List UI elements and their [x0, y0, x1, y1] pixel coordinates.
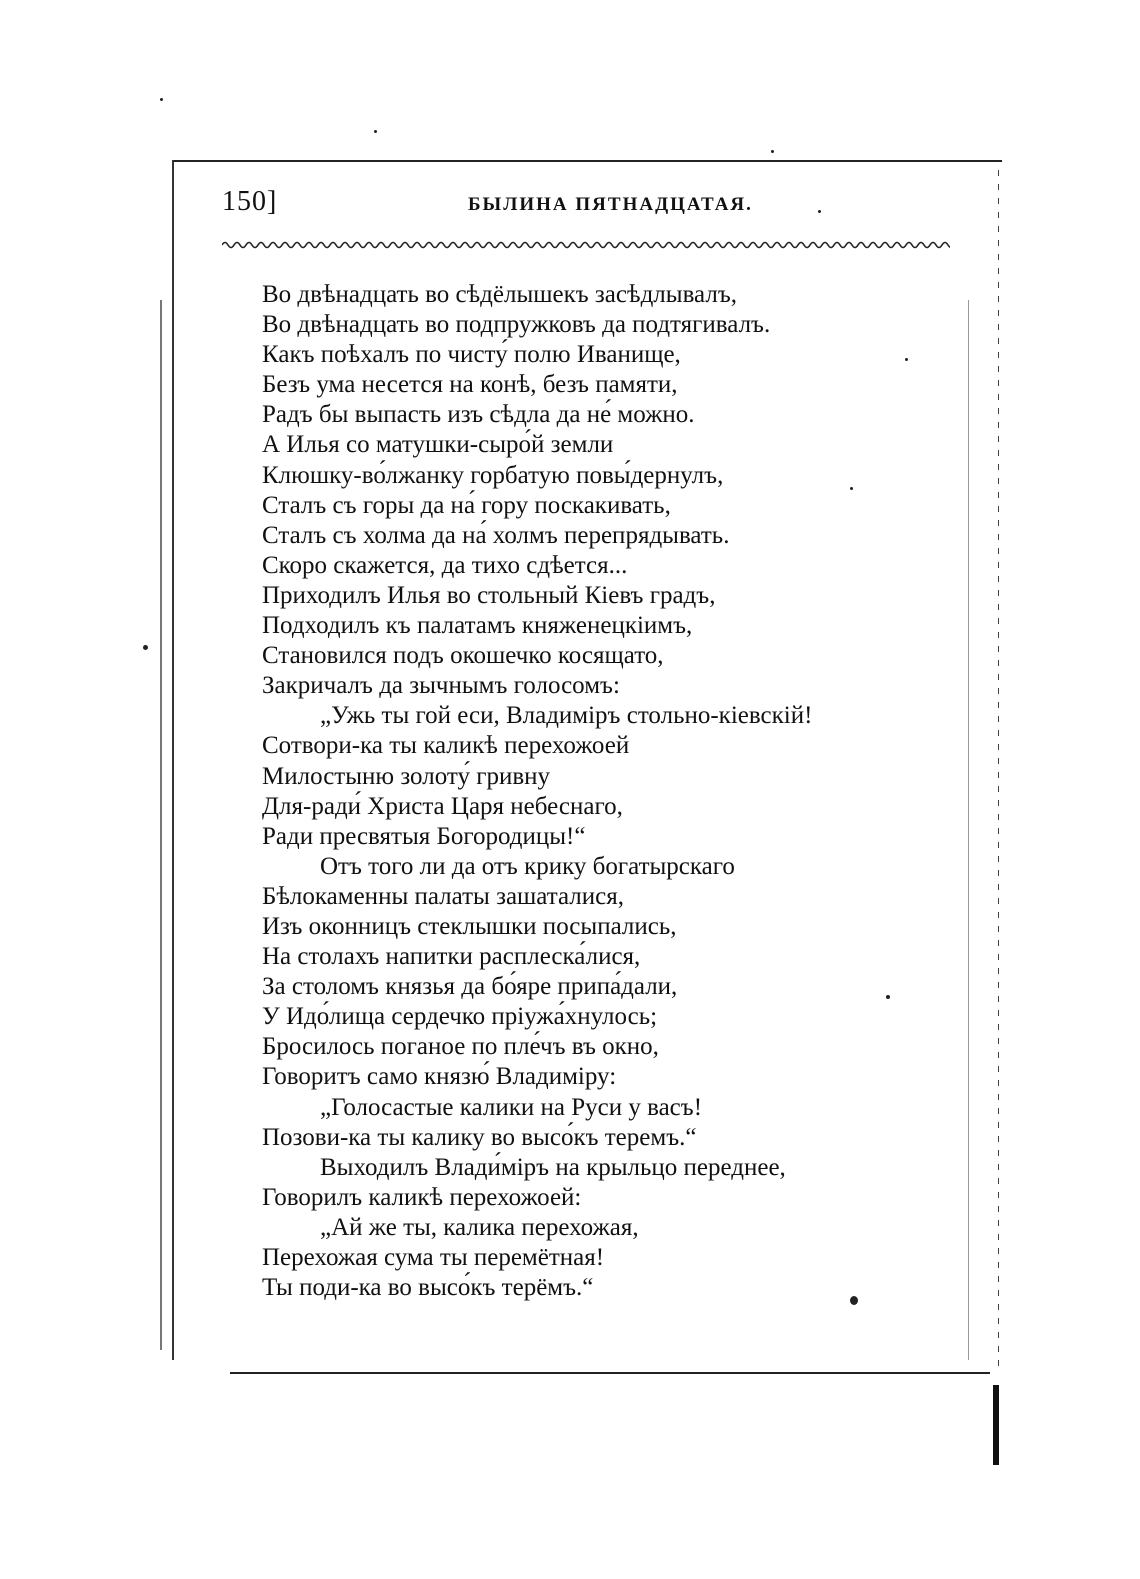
verse-line: Отъ того ли да отъ крику богатырскаго	[320, 852, 735, 880]
ink-speck	[771, 150, 774, 153]
verse-line: Позови-ка ты калику во высо́къ теремъ.“	[262, 1123, 697, 1151]
verse-line: Сталъ съ горы да на́ гору поскакивать,	[262, 491, 671, 519]
verse-line: Выходилъ Влади́міръ на крыльцо переднее,	[320, 1153, 786, 1181]
frame-bottom-rule	[230, 1372, 990, 1374]
frame-inner-left-rule	[160, 300, 162, 1350]
page-edge-shadow	[993, 1385, 999, 1465]
ink-speck	[886, 995, 890, 999]
verse-line: Сталъ съ холма да на́ холмъ перепрядывать.	[262, 521, 730, 549]
verse-line: Во двѣнадцать во подпружковъ да подтягивалъ.	[262, 311, 771, 339]
verse-line: Для-ради́ Христа Царя небеснаго,	[262, 792, 623, 820]
verse-line: Говоритъ само князю́ Владиміру:	[262, 1063, 617, 1091]
wavy-rule	[222, 238, 950, 252]
verse-line: Бѣлокаменны палаты зашаталися,	[262, 882, 624, 910]
ink-speck	[143, 645, 148, 650]
running-title: БЫЛИНА ПЯТНАДЦАТАЯ.	[468, 194, 753, 215]
ink-speck	[160, 98, 163, 101]
verse-line: Закричалъ да зычнымъ голосомъ:	[262, 672, 620, 700]
verse-line: За столомъ князья да бо́яре припа́дали,	[262, 973, 678, 1001]
verse-line: У Идо́лища сердечко пріужа́хнулось;	[262, 1003, 658, 1031]
verse-line: „Голосастые калики на Руси у васъ!	[320, 1093, 703, 1121]
verse-line: На столахъ напитки расплеска́лися,	[262, 943, 641, 971]
ink-speck	[850, 1296, 858, 1305]
frame-inner-right-rule	[968, 300, 969, 1360]
verse-line: Какъ поѣхалъ по чисту́ полю Иванище,	[262, 341, 681, 369]
frame-right-rule	[998, 170, 999, 1370]
verse-line: Милостыню золоту́ гривну	[262, 762, 551, 790]
ink-speck	[818, 210, 821, 213]
verse-line: „Ужь ты гой еси, Владиміръ стольно-кіевскій!	[320, 702, 813, 730]
verse-line: А Илья со матушки-сыро́й земли	[262, 431, 614, 459]
verse-line: Во двѣнадцать во сѣдёлышекъ засѣдлывалъ,	[262, 281, 738, 308]
frame-left-rule	[172, 160, 174, 1360]
frame-top-rule	[172, 160, 1002, 162]
verse-block	[262, 280, 962, 1303]
verse-line: Приходилъ Илья во стольный Кіевъ градъ,	[262, 581, 716, 609]
verse-line: Бросилось поганое по пле́чъ въ окно,	[262, 1033, 659, 1061]
ink-speck	[850, 487, 853, 490]
verse-line: „Ай же ты, калика перехожая,	[320, 1213, 639, 1241]
verse-line: Радъ бы выпасть изъ сѣдла да не́ можно.	[262, 401, 695, 429]
verse-line: Скоро скажется, да тихо сдѣется...	[262, 551, 628, 579]
verse-line: Становился подъ окошечко косящато,	[262, 642, 664, 670]
verse-line: Ради пресвятыя Богородицы!“	[262, 822, 586, 850]
verse-line: Говорилъ каликѣ перехожоей:	[262, 1183, 582, 1211]
ink-speck	[905, 358, 908, 361]
verse-line: Подходилъ къ палатамъ княженецкіимъ,	[262, 612, 693, 640]
verse-line: Изъ оконницъ стеклышки посыпались,	[262, 912, 677, 940]
verse-line: Клюшку-во́лжанку горбатую повы́дернулъ,	[262, 461, 724, 489]
page-number: 150]	[222, 186, 278, 217]
verse-line: Ты поди-ка во высо́къ терёмъ.“	[262, 1274, 594, 1302]
verse-line: Сотвори-ка ты каликѣ перехожоей	[262, 732, 630, 760]
verse-line: Перехожая сума ты перемётная!	[262, 1244, 605, 1271]
ink-speck	[374, 130, 377, 133]
verse-line: Безъ ума несется на конѣ, безъ памяти,	[262, 371, 678, 399]
